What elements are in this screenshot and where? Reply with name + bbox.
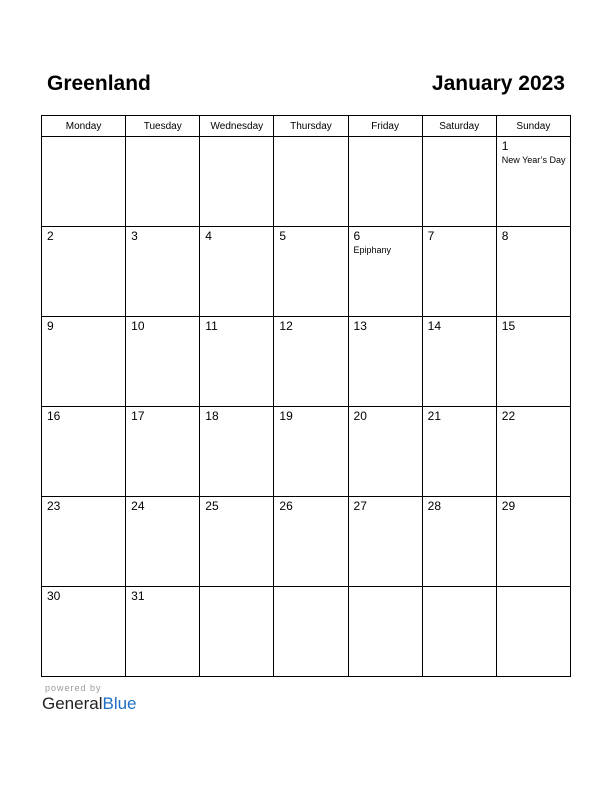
day-number: 25 bbox=[205, 499, 219, 513]
day-number: 27 bbox=[353, 499, 367, 513]
day-cell bbox=[422, 407, 496, 497]
day-number bbox=[423, 587, 496, 589]
day-number: 31 bbox=[131, 589, 145, 603]
weekday-header: Tuesday bbox=[126, 116, 200, 137]
weekday-header: Monday bbox=[42, 116, 126, 137]
day-number: 15 bbox=[501, 319, 516, 333]
day-cell bbox=[274, 587, 348, 677]
day-cell bbox=[126, 587, 200, 677]
holiday-label: Epiphany bbox=[353, 245, 392, 255]
day-number: 5 bbox=[279, 229, 287, 243]
day-number bbox=[497, 587, 570, 589]
generalblue-logo[interactable] bbox=[42, 694, 137, 714]
day-cell bbox=[496, 497, 570, 587]
country-title: Greenland bbox=[47, 72, 151, 95]
day-number: 21 bbox=[427, 409, 442, 423]
weekday-header: Friday bbox=[348, 116, 422, 137]
day-cell bbox=[348, 227, 422, 317]
day-number: 16 bbox=[47, 409, 61, 423]
brand-blue-text: Blue bbox=[102, 694, 137, 713]
day-number: 29 bbox=[501, 499, 516, 513]
day-number: 4 bbox=[205, 229, 212, 243]
week-row bbox=[42, 137, 571, 227]
day-cell bbox=[126, 137, 200, 227]
day-number: 30 bbox=[47, 589, 61, 603]
day-cell bbox=[274, 317, 348, 407]
day-number: 14 bbox=[427, 319, 442, 333]
day-number: 12 bbox=[279, 319, 293, 333]
day-cell bbox=[42, 587, 126, 677]
day-cell bbox=[348, 137, 422, 227]
day-number: 28 bbox=[427, 499, 442, 513]
day-number bbox=[42, 137, 125, 139]
day-number: 1 bbox=[501, 139, 509, 153]
day-number: 24 bbox=[131, 499, 145, 513]
day-number: 11 bbox=[205, 319, 218, 333]
day-cell bbox=[496, 227, 570, 317]
day-number: 2 bbox=[47, 229, 54, 243]
day-cell bbox=[274, 137, 348, 227]
week-row bbox=[42, 317, 571, 407]
day-cell bbox=[274, 497, 348, 587]
day-cell bbox=[126, 497, 200, 587]
day-number bbox=[200, 587, 273, 589]
day-cell bbox=[42, 227, 126, 317]
day-cell bbox=[496, 407, 570, 497]
day-number: 22 bbox=[501, 409, 516, 423]
day-cell bbox=[42, 497, 126, 587]
weekday-header: Sunday bbox=[496, 116, 570, 137]
day-number: 20 bbox=[353, 409, 367, 423]
weekday-header-row bbox=[42, 116, 571, 137]
day-number: 19 bbox=[279, 409, 293, 423]
day-number: 8 bbox=[501, 229, 509, 243]
calendar-grid bbox=[41, 115, 571, 677]
holiday-label: New Year’s Day bbox=[501, 155, 566, 165]
day-number: 7 bbox=[427, 229, 435, 243]
weekday-header: Wednesday bbox=[200, 116, 274, 137]
day-cell bbox=[422, 317, 496, 407]
day-cell bbox=[422, 587, 496, 677]
day-cell bbox=[126, 227, 200, 317]
day-number: 10 bbox=[131, 319, 145, 333]
day-number bbox=[349, 137, 422, 139]
day-cell bbox=[422, 137, 496, 227]
day-cell bbox=[496, 317, 570, 407]
day-cell bbox=[348, 317, 422, 407]
day-cell bbox=[42, 407, 126, 497]
day-cell bbox=[200, 227, 274, 317]
day-number: 23 bbox=[47, 499, 61, 513]
day-number bbox=[126, 137, 199, 139]
day-cell bbox=[496, 587, 570, 677]
day-number: 13 bbox=[353, 319, 367, 333]
day-number: 17 bbox=[131, 409, 145, 423]
day-cell bbox=[42, 137, 126, 227]
day-number bbox=[274, 137, 347, 139]
day-number bbox=[274, 587, 347, 589]
weekday-header: Thursday bbox=[274, 116, 348, 137]
day-cell bbox=[200, 497, 274, 587]
day-number bbox=[349, 587, 422, 589]
day-cell bbox=[422, 497, 496, 587]
day-number: 3 bbox=[131, 229, 138, 243]
day-number bbox=[200, 137, 273, 139]
day-cell bbox=[348, 407, 422, 497]
day-cell bbox=[200, 317, 274, 407]
day-cell bbox=[496, 137, 570, 227]
brand-general-text: General bbox=[42, 694, 103, 713]
week-row bbox=[42, 497, 571, 587]
day-number bbox=[423, 137, 496, 139]
day-cell bbox=[126, 317, 200, 407]
day-number: 9 bbox=[47, 319, 54, 333]
day-cell bbox=[42, 317, 126, 407]
day-cell bbox=[200, 587, 274, 677]
day-number: 6 bbox=[353, 229, 361, 243]
weekday-header: Saturday bbox=[422, 116, 496, 137]
week-row bbox=[42, 407, 571, 497]
day-cell bbox=[274, 227, 348, 317]
day-cell bbox=[348, 587, 422, 677]
powered-by-label: powered by bbox=[45, 683, 102, 693]
day-cell bbox=[348, 497, 422, 587]
day-cell bbox=[422, 227, 496, 317]
day-cell bbox=[200, 407, 274, 497]
day-cell bbox=[126, 407, 200, 497]
day-number: 18 bbox=[205, 409, 219, 423]
day-cell bbox=[200, 137, 274, 227]
week-row bbox=[42, 227, 571, 317]
day-number: 26 bbox=[279, 499, 293, 513]
month-year-title: January 2023 bbox=[431, 72, 565, 95]
day-cell bbox=[274, 407, 348, 497]
week-row bbox=[42, 587, 571, 677]
